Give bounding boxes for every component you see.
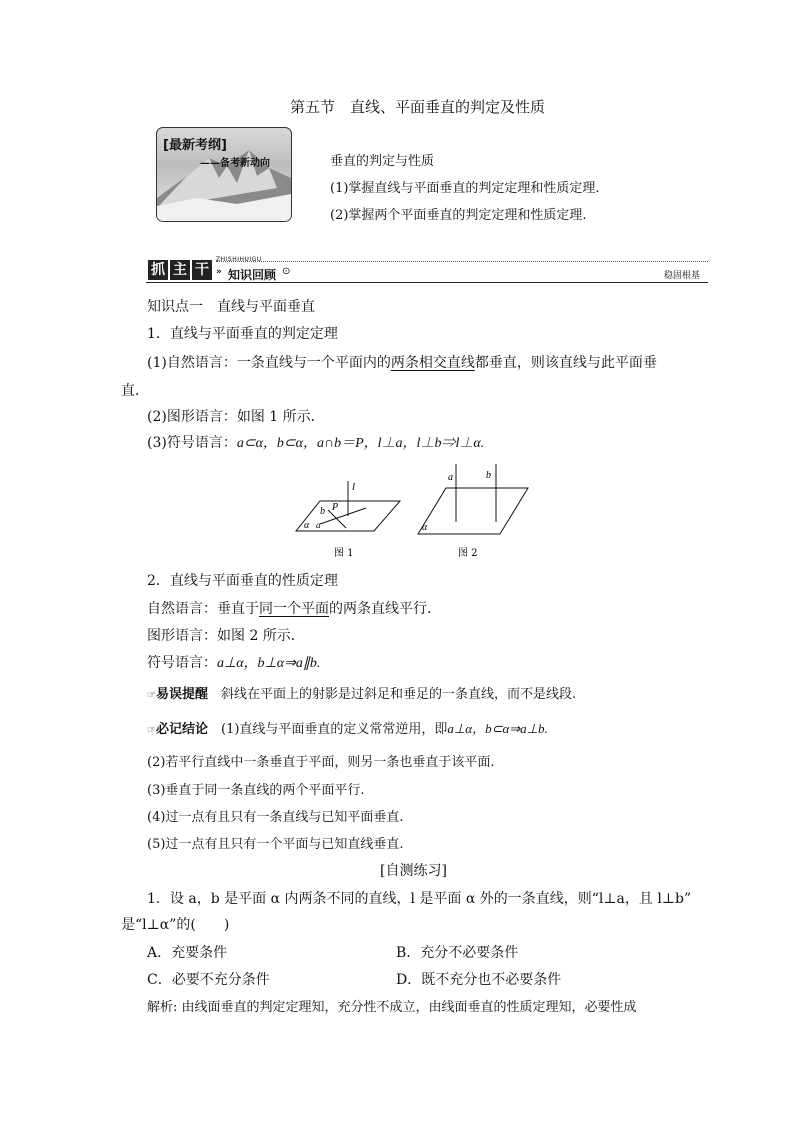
- subheading: 2．直线与平面垂直的性质定理: [147, 573, 338, 589]
- figure-caption: 图 2: [458, 548, 478, 559]
- analysis-line: 解析: 由线面垂直的判定定理知，充分性不成立，由线面垂直的性质定理知，必要性成: [147, 1000, 637, 1015]
- paragraph-line: 图形语言：如图 2 所示．: [147, 628, 305, 644]
- paragraph-line: (1)自然语言：一条直线与一个平面内的两条相交直线都垂直，则该直线与此平面垂: [147, 355, 657, 371]
- banner-label-main: [最新考纲]: [163, 138, 227, 153]
- conclusion-item: (3)垂直于同一条直线的两个平面平行.: [147, 783, 365, 798]
- play-circle-icon: ⊙: [282, 266, 291, 277]
- section-name: 知识回顾: [228, 268, 277, 282]
- subheading: 1．直线与平面垂直的判定定理: [147, 326, 338, 342]
- paragraph-line: (2)图形语言：如图 1 所示．: [147, 409, 325, 425]
- conclusion-item: (5)过一点有且只有一个平面与已知直线垂直.: [147, 837, 404, 852]
- conclusion-item: (4)过一点有且只有一条直线与已知平面垂直.: [147, 810, 404, 825]
- option-c: C．必要不充分条件: [147, 972, 270, 988]
- practice-heading: [自测练习]: [380, 863, 447, 879]
- paragraph-line: 直．: [121, 383, 149, 399]
- formula: a⊥α，b⊥α⇒a∥b.: [217, 656, 321, 671]
- conclusion-label: 必记结论: [155, 722, 208, 737]
- chevron-icon: »: [216, 267, 222, 277]
- conclusion-icon: ☞: [147, 725, 156, 736]
- label-a: a: [448, 472, 453, 483]
- divider: [216, 261, 708, 262]
- label-b: b: [486, 470, 491, 481]
- reminder-icon: ☞: [147, 690, 156, 701]
- paragraph-line: 符号语言：a⊥α，b⊥α⇒a∥b.: [147, 655, 321, 671]
- paragraph-line: (3)符号语言：a⊂α，b⊂α，a∩b＝P，l⊥a，l⊥b⇒l⊥α.: [147, 435, 485, 451]
- section-char: 抓: [148, 260, 168, 280]
- latest-syllabus-banner: [156, 127, 292, 222]
- objective-item: (1)掌握直线与平面垂直的判定定理和性质定理.: [330, 181, 600, 196]
- underlined-term: 同一个平面: [259, 601, 329, 617]
- section-bar: [146, 258, 708, 284]
- underlined-term: 两条相交直线: [390, 355, 475, 371]
- question-line: 1．设 a，b 是平面 α 内两条不同的直线，l 是平面 α 外的一条直线，则“l⊥a，且 l⊥b”: [147, 891, 692, 907]
- conclusion-item: (2)若平行直线中一条垂直于平面，则另一条也垂直于该平面.: [147, 755, 495, 770]
- knowledge-point-heading: 知识点一 直线与平面垂直: [147, 299, 315, 315]
- section-tagline: 稳固根基: [663, 271, 700, 281]
- label-b: b: [320, 506, 325, 517]
- reminder-label: 易误提醒: [155, 687, 208, 702]
- label-alpha: α: [422, 522, 428, 533]
- formula: a⊂α，b⊂α，a∩b＝P，l⊥a，l⊥b⇒l⊥α.: [236, 436, 485, 451]
- objective-item: (2)掌握两个平面垂直的判定定理和性质定理.: [330, 208, 587, 223]
- section-char: 主: [170, 260, 190, 280]
- figure-2: [416, 462, 530, 562]
- formula: a⊥α，b⊂α⇒a⊥b.: [447, 721, 548, 736]
- reminder-text: 斜线在平面上的射影是过斜足和垂足的一条直线，而不是线段.: [221, 687, 577, 702]
- section-pinyin: ZHISHIHUIGU: [216, 256, 262, 263]
- option-b: B．充分不必要条件: [396, 945, 519, 961]
- option-d: D．既不充分也不必要条件: [396, 972, 562, 988]
- figure-caption: 图 1: [334, 548, 354, 559]
- banner-label-sub: ——备考新动向: [200, 158, 270, 169]
- objective-heading: 垂直的判定与性质: [330, 154, 435, 169]
- section-char: 干: [192, 260, 212, 280]
- conclusion-line: ☞必记结论 (1)直线与平面垂直的定义常常逆用，即a⊥α，b⊂α⇒a⊥b.: [147, 721, 548, 737]
- label-P: P: [332, 502, 339, 513]
- option-a: A．充要条件: [147, 945, 228, 961]
- reminder-line: [147, 683, 576, 702]
- page-title: 第五节 直线、平面垂直的判定及性质: [290, 98, 546, 116]
- label-a: a: [316, 520, 321, 530]
- label-alpha: α: [304, 520, 310, 531]
- figure-1: [290, 476, 402, 562]
- paragraph-line: 自然语言：垂直于同一个平面的两条直线平行．: [147, 601, 441, 617]
- question-line: 是“l⊥α”的( ): [121, 917, 230, 933]
- label-l: l: [352, 481, 356, 493]
